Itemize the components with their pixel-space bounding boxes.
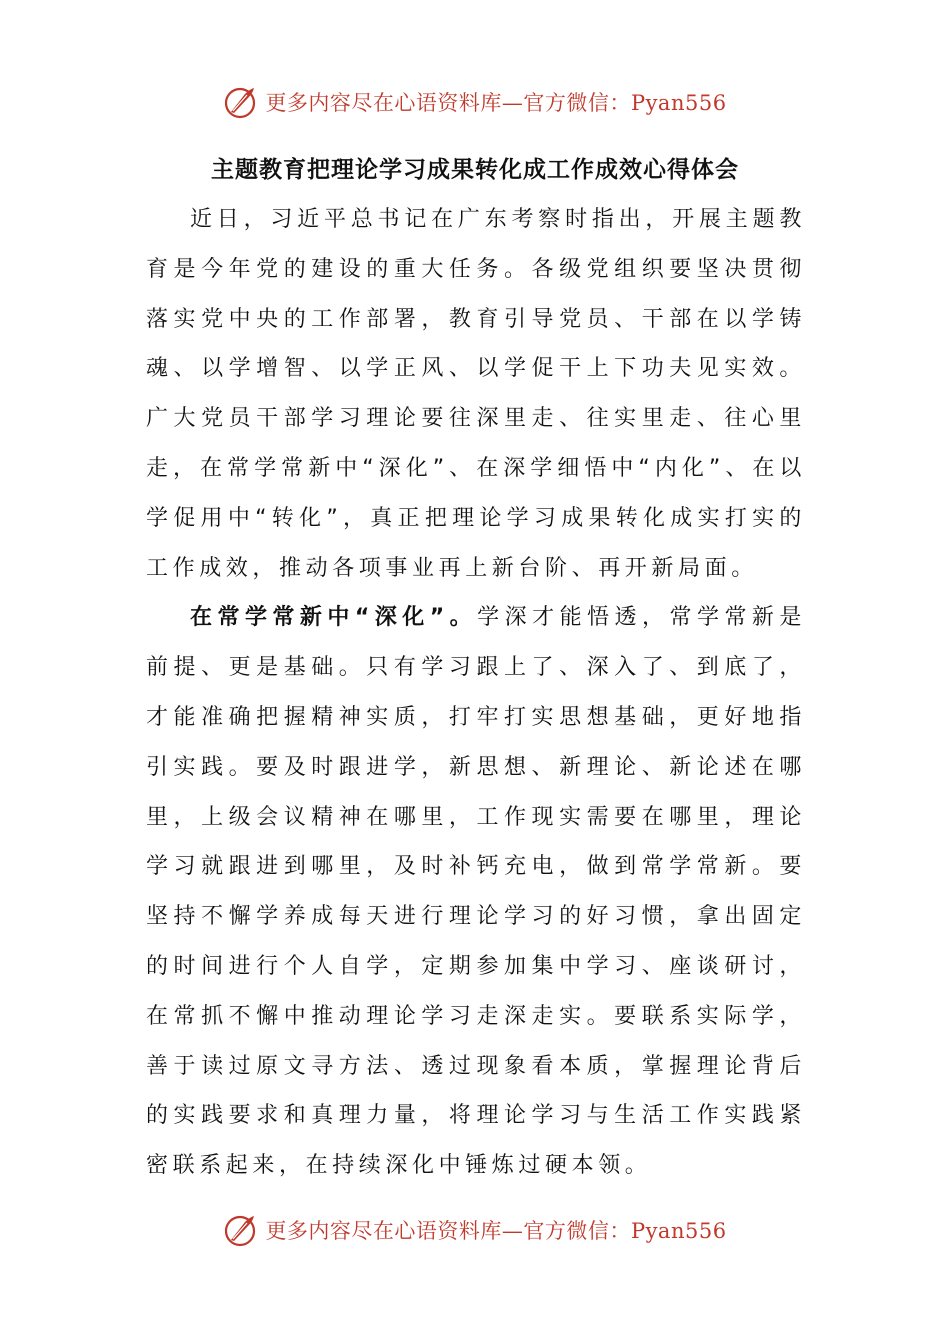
paragraph-lead-heading: 在常学常新中“深化”。 — [190, 605, 478, 631]
header-watermark-banner — [0, 82, 950, 122]
paragraph-intro: 近日，习近平总书记在广东考察时指出，开展主题教育是今年党的建设的重大任务。各级党组织要坚决贯彻落实党中央的工作部署，教育引导党员、干部在以学铸魂、以学增智、以学正风、以学促干上下功夫见实效。广大党员干部学习理论要往深里走、往实里走、往心里走，在常学常新中“深化”、在深学细悟中“内化”、在以学促用中“转化”，真正把理论学习成果转化成实打实的工作成效，推动各项事业再上新台阶、再开新局面。 — [146, 207, 806, 581]
footer-watermark-banner — [0, 1210, 950, 1250]
document-body — [146, 195, 806, 1191]
document-title: 主题教育把理论学习成果转化成工作成效心得体会 — [211, 157, 739, 183]
quill-pen-logo-icon — [223, 84, 259, 120]
paragraph-deepen — [146, 593, 806, 1191]
paragraph-deepen-body: 学深才能悟透，常学常新是前提、更是基础。只有学习跟上了、深入了、到底了，才能准确把握精神实质，打牢打实思想基础，更好地指引实践。要及时跟进学，新思想、新理论、新论述在哪里，上级会议精神在哪里，工作现实需要在哪里，理论学习就跟进到哪里，及时补钙充电，做到常学常新。要坚持不懈学养成每天进行理论学习的好习惯，拿出固定的时间进行个人自学，定期参加集中学习、座谈研讨，在常抓不懈中推动理论学习走深走实。要联系实际学，善于读过原文寻方法、透过现象看本质，掌握理论背后的实践要求和真理力量，将理论学习与生活工作实践紧密联系起来，在持续深化中锤炼过硬本领。 — [146, 605, 806, 1179]
quill-pen-logo-icon — [223, 1212, 259, 1248]
banner-text: 更多内容尽在心语资料库—官方微信：Pyan556 — [265, 91, 727, 115]
banner-text: 更多内容尽在心语资料库—官方微信：Pyan556 — [265, 1219, 727, 1243]
banner-contact: Pyan556 — [630, 91, 727, 115]
banner-contact: Pyan556 — [630, 1219, 727, 1243]
